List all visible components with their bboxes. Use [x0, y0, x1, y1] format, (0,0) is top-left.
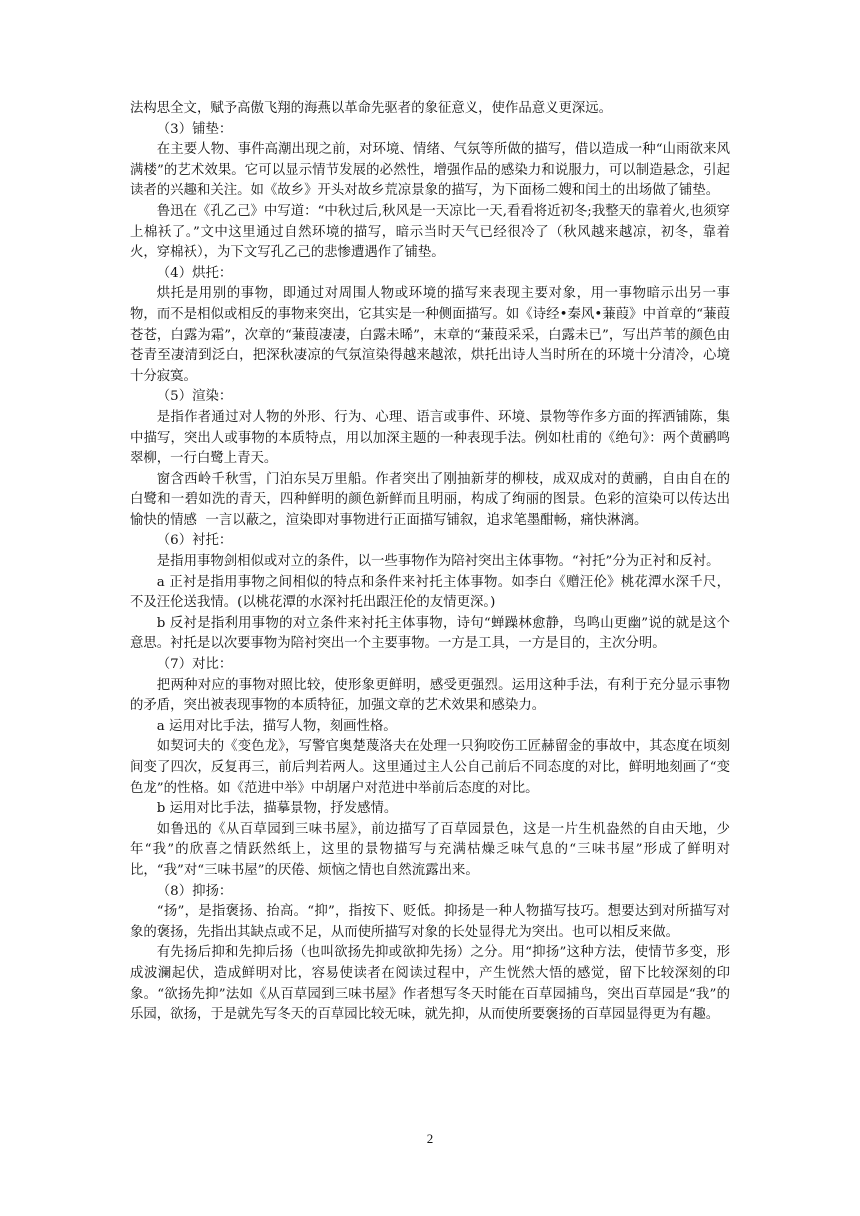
section-heading-contrast-setting: （4）烘托：	[156, 265, 233, 281]
paragraph: b 运用对比手法，描摹景物，抒发感情。	[156, 801, 398, 817]
paragraph: 在主要人物、事件高潮出现之前，对环境、情绪、气氛等所做的描写，借以造成一种“山雨欲来风满楼”的艺术效果。它可以显示情节发展的必然性，增强作品的感染力和说服力，可以制造悬念，引起读者的兴趣和关注。如《故乡》开头对故乡荒凉景象的描写，为下面杨二嫂和闰土的出场做了铺垫。	[130, 142, 730, 199]
section-heading-padding: （3）铺垫：	[156, 121, 233, 137]
section-heading-restraint-praise: （8）抑扬：	[156, 883, 233, 899]
paragraph: 把两种对应的事物对照比较，使形象更鲜明，感受更强烈。运用这种手法，有利于充分显示事物的矛盾，突出被表现事物的本质特征，加强文章的艺术效果和感染力。	[130, 677, 730, 714]
paragraph: 窗含西岭千秋雪，门泊东吴万里船。作者突出了刚抽新芽的柳枝，成双成对的黄鹂，自由自在的白鹭和一碧如洗的青天，四种鲜明的颜色新鲜而且明丽，构成了绚丽的图景。色彩的渲染可以传达出愉快的情感 一言以蔽之，渲染即对事物进行正面描写铺叙，追求笔墨酣畅，痛快淋漓。	[130, 471, 730, 528]
section-heading-contrast: （7）对比：	[156, 657, 233, 673]
paragraph: “扬”，是指褒扬、抬高。“抑”，指按下、贬低。抑扬是一种人物描写技巧。想要达到对所描写对象的褒扬，先指出其缺点或不足，从而使所描写对象的长处显得尤为突出。也可以相反来做。	[130, 904, 730, 940]
paragraph: 是指作者通过对人物的外形、行为、心理、语言或事件、环境、景物等作多方面的挥洒铺陈，集中描写，突出人或事物的本质特点，用以加深主题的一种表现手法。例如杜甫的《绝句》：两个黄鹂鸣翠柳，一行白鹭上青天。	[130, 409, 730, 467]
page-number: 2	[426, 1131, 434, 1146]
paragraph: b 反衬是指利用事物的对立条件来衬托主体事物，诗句“蝉躁林愈静，鸟鸣山更幽”说的就是这个意思。衬托是以次要事物为陪衬突出一个主要事物。一方是工具，一方是目的，主次分明。	[130, 615, 730, 652]
paragraph: a 运用对比手法，描写人物，刻画性格。	[156, 718, 397, 734]
paragraph-continuation: 法构思全文，赋予高傲飞翔的海燕以革命先驱者的象征意义，使作品意义更深远。	[130, 101, 613, 116]
section-heading-rendering: （5）渲染：	[156, 389, 233, 405]
body-text	[130, 99, 730, 1026]
section-heading-foil: （6）衬托：	[156, 533, 233, 549]
paragraph: 烘托是用别的事物，即通过对周围人物或环境的描写来表现主要对象，用一事物暗示出另一事物，而不是相似或相反的事物来突出，它其实是一种侧面描写。如《诗经•秦风•蒹葭》中首章的“蒹葭苍苍，白露为霜”，次章的“蒹葭凄凄，白露未晞”，末章的“蒹葭采采，白露未已”，写出芦苇的颜色由苍青至凄清到泛白，把深秋凄凉的气氛渲染得越来越浓，烘托出诗人当时所在的环境十分清冷，心境十分寂寞。	[130, 286, 730, 384]
paragraph: 如鲁迅的《从百草园到三味书屋》，前边描写了百草园景色，这是一片生机盎然的自由天地，少年“我”的欣喜之情跃然纸上，这里的景物描写与充满枯燥乏味气息的“三味书屋”形成了鲜明对比，“我”对“三味书屋”的厌倦、烦恼之情也自然流露出来。	[130, 821, 730, 878]
paragraph: 是指用事物剑相似或对立的条件，以一些事物作为陪衬突出主体事物。“衬托”分为正衬和反衬。	[156, 554, 720, 570]
paragraph: 如契诃夫的《变色龙》，写警官奥楚蔑洛夫在处理一只狗咬伤工匠赫留金的事故中，其态度在顷刻间变了四次，反复再三，前后判若两人。这里通过主人公自己前后不同态度的对比，鲜明地刻画了“变色龙”的性格。如《范进中举》中胡屠户对范进中举前后态度的对比。	[130, 739, 730, 796]
paragraph: 有先扬后抑和先抑后扬（也叫欲扬先抑或欲抑先扬）之分。用“抑扬”这种方法，使情节多变，形成波澜起伏，造成鲜明对比，容易使读者在阅读过程中，产生恍然大悟的感觉，留下比较深刻的印象。“欲扬先抑”法如《从百草园到三味书屋》作者想写冬天时能在百草园捕鸟，突出百草园是“我”的乐园，欲扬，于是就先写冬天的百草园比较无味，就先抑，从而使所要褒扬的百草园显得更为有趣。	[130, 945, 730, 1023]
paragraph: 鲁迅在《孔乙己》中写道：“中秋过后,秋风是一天凉比一天,看看将近初冬;我整天的靠着火,也须穿上棉袄了。”文中这里通过自然环境的描写，暗示当时天气已经很冷了（秋风越来越凉，初冬，靠着火，穿棉袄），为下文写孔乙己的悲惨遭遇作了铺垫。	[130, 203, 730, 261]
paragraph: a 正衬是指用事物之间相似的特点和条件来衬托主体事物。如李白《赠汪伦》桃花潭水深千尺，不及汪伦送我情。(以桃花潭的水深衬托出跟汪伦的友情更深。)	[130, 574, 730, 611]
